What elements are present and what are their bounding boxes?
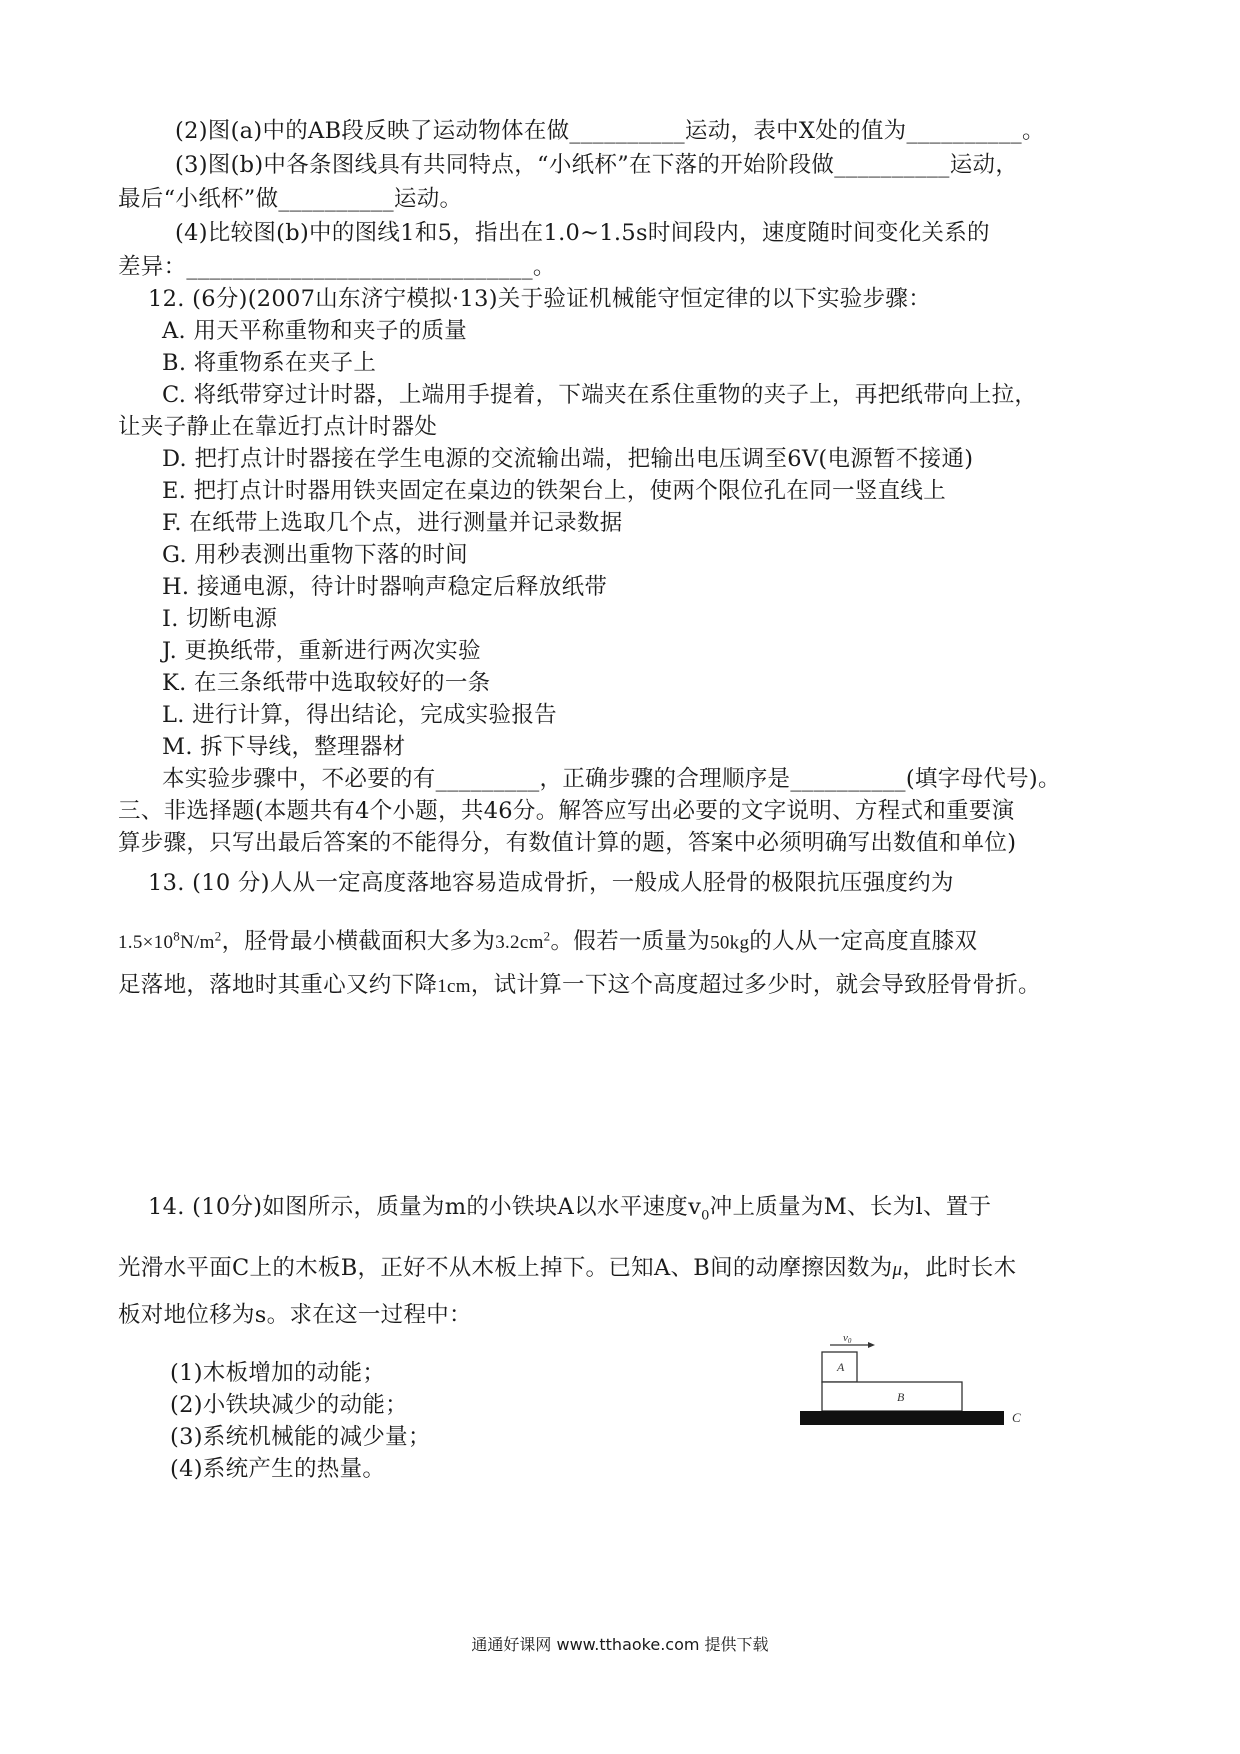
- q12-step-l: L. 进行计算，得出结论，完成实验报告: [162, 702, 557, 728]
- mass-value: 50kg: [710, 932, 750, 954]
- q14-item-3: (3)系统机械能的减少量；: [170, 1424, 431, 1450]
- area-value: $3.2cm^2$: [495, 929, 551, 954]
- surface-c: [800, 1411, 1004, 1425]
- q14-item-2: (2)小铁块减少的动能；: [170, 1392, 408, 1418]
- block-board-figure: [800, 1335, 1040, 1445]
- q12-step-f: F. 在纸带上选取几个点，进行测量并记录数据: [162, 510, 623, 536]
- board-b-label: B: [897, 1390, 905, 1404]
- velocity-arrowhead: [868, 1342, 875, 1348]
- section3-heading-line2: 算步骤，只写出最后答案的不能得分，有数值计算的题，答案中必须明确写出数值和单位): [118, 830, 1017, 856]
- q12-step-g: G. 用秒表测出重物下落的时间: [162, 542, 468, 568]
- surface-c-label: C: [1012, 1410, 1021, 1425]
- q14-item-4: (4)系统产生的热量。: [170, 1456, 386, 1482]
- q14-item-1: (1)木板增加的动能；: [170, 1360, 386, 1386]
- q13-line1: 13. (10 分)人从一定高度落地容易造成骨折，一般成人胫骨的极限抗压强度约为: [148, 870, 954, 896]
- q13-line3: 足落地，落地时其重心又约下降1cm，试计算一下这个高度超过多少时，就会导致胫骨骨折。: [118, 972, 1041, 998]
- q12-step-d: D. 把打点计时器接在学生电源的交流输出端，把输出电压调至6V(电源暂不接通): [162, 446, 974, 472]
- q11-part2: (2)图(a)中的AB段反映了运动物体在做__________运动，表中X处的值为__________。: [175, 118, 1045, 144]
- q12-step-i: I. 切断电源: [162, 606, 278, 632]
- q12-header: 12. (6分)(2007山东济宁模拟·13)关于验证机械能守恒定律的以下实验步骤：: [148, 286, 932, 312]
- q12-step-m: M. 拆下导线，整理器材: [162, 734, 406, 760]
- strength-value: $1.5\times 10^8N/m^2$: [118, 929, 222, 954]
- q11-part3-line1: (3)图(b)中各条图线具有共同特点，“小纸杯”在下落的开始阶段做__________运动，: [175, 152, 1019, 178]
- page-footer: 通通好课网 www.tthaoke.com 提供下载: [471, 1635, 769, 1654]
- q14-line2: 光滑水平面C上的木板B，正好不从木板上掉下。已知A、B间的动摩擦因数为μ，此时长木: [118, 1255, 1017, 1281]
- q12-step-h: H. 接通电源，待计时器响声稳定后释放纸带: [162, 574, 608, 600]
- q12-step-c-cont: 让夹子静止在靠近打点计时器处: [118, 414, 438, 440]
- board-b: [822, 1382, 962, 1411]
- q12-step-j: J. 更换纸带，重新进行两次实验: [162, 638, 481, 664]
- block-a-label: A: [837, 1360, 845, 1374]
- q11-part4-line2: 差异：______________________________。: [118, 254, 556, 280]
- q14-line1: 14. (10分)如图所示，质量为m的小铁块A以水平速度$v_0$冲上质量为M、长为l、置于: [148, 1194, 992, 1224]
- mu-symbol: μ: [892, 1259, 903, 1280]
- q12-step-a: A. 用天平称重物和夹子的质量: [162, 318, 468, 344]
- q11-part4-line1: (4)比较图(b)中的图线1和5，指出在1.0~1.5s时间段内，速度随时间变化关系的: [175, 220, 990, 246]
- velocity-label: v0: [843, 1335, 852, 1345]
- q12-question: 本实验步骤中，不必要的有_________，正确步骤的合理顺序是__________(填字母代号)。: [162, 766, 1061, 792]
- q12-step-c: C. 将纸带穿过计时器，上端用手提着，下端夹在系住重物的夹子上，再把纸带向上拉，: [162, 382, 1038, 408]
- section3-heading-line1: 三、非选择题(本题共有4个小题，共46分。解答应写出必要的文字说明、方程式和重要演: [118, 798, 1015, 824]
- q13-line2: $1.5\times 10^8N/m^2$，胫骨最小横截面积大多为$3.2cm^2$。假若一质量为50kg的人从一定高度直膝双: [118, 928, 978, 955]
- q14-line3: 板对地位移为s。求在这一过程中：: [118, 1302, 472, 1328]
- q11-part3-line2: 最后“小纸杯”做__________运动。: [118, 186, 463, 212]
- q12-step-e: E. 把打点计时器用铁夹固定在桌边的铁架台上，使两个限位孔在同一竖直线上: [162, 478, 947, 504]
- q12-step-k: K. 在三条纸带中选取较好的一条: [162, 670, 491, 696]
- q12-step-b: B. 将重物系在夹子上: [162, 350, 377, 376]
- drop-value: 1cm: [437, 976, 471, 997]
